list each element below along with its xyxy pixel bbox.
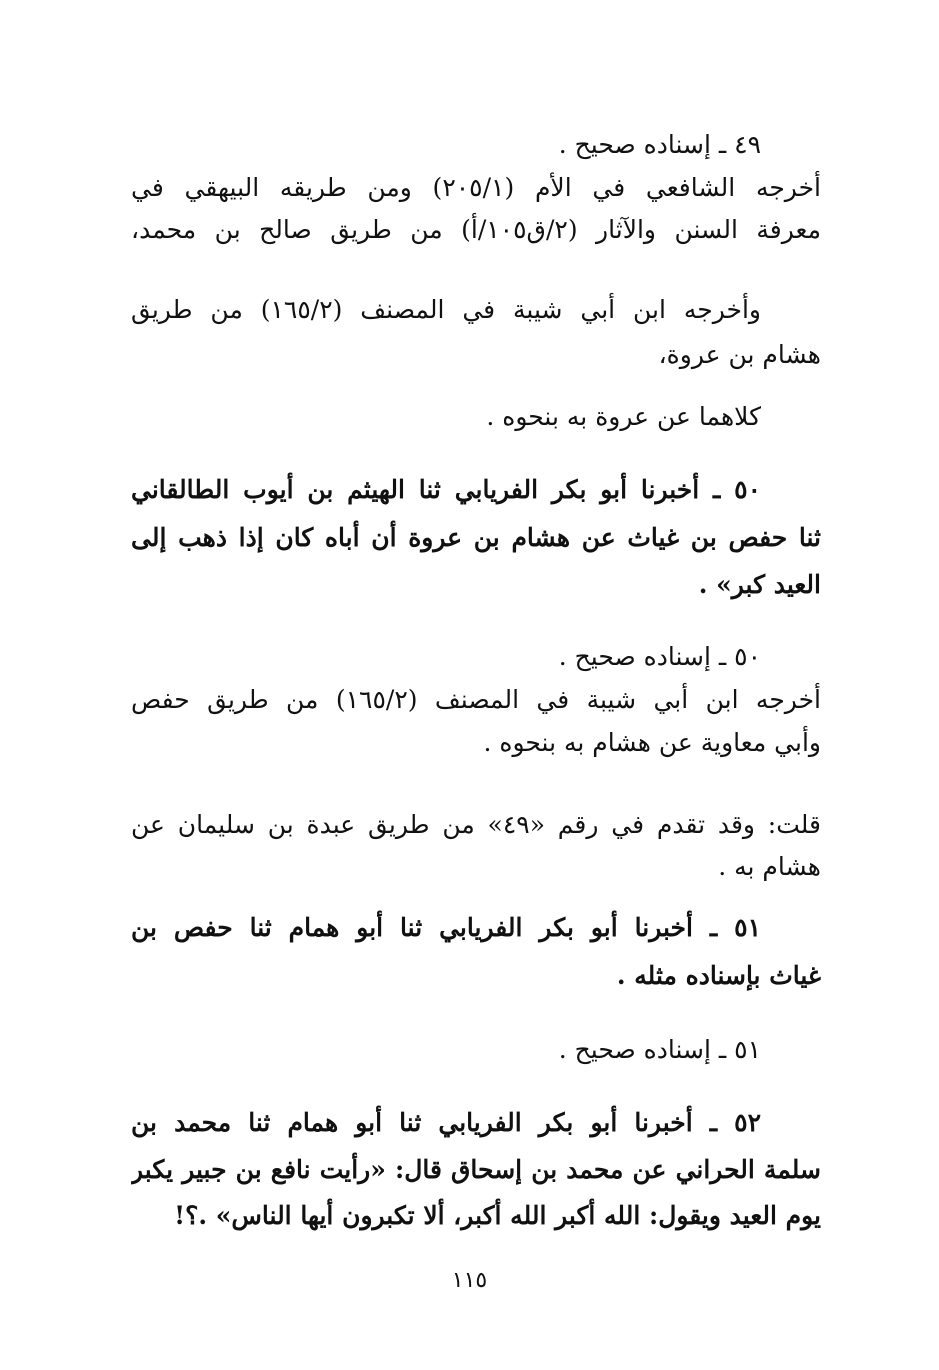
hadith-52-line-3: يوم العيد ويقول: الله أكبر الله أكبر، ألا تكبرون أيها الناس» .؟!: [174, 1201, 821, 1230]
note-49-line-3: وأخرجه ابن أبي شيبة في المصنف (١٦٥/٢) من طريق: [131, 295, 761, 324]
note-50-line-3: قلت: وقد تقدم في رقم «٤٩» من طريق عبدة بن سليمان عن: [131, 810, 821, 839]
note-49-heading: ٤٩ ـ إسناده صحيح .: [558, 130, 761, 159]
note-49-line-4: هشام بن عروة،: [658, 340, 821, 369]
note-50-line-1: أخرجه ابن أبي شيبة في المصنف (١٦٥/٢) من طريق حفص: [131, 685, 821, 714]
page-number: ١١٥: [451, 1268, 488, 1293]
hadith-52-line-1: ٥٢ ـ أخبرنا أبو بكر الفريابي ثنا أبو همام ثنا محمد بن: [131, 1108, 761, 1137]
note-50-line-2: وأبي معاوية عن هشام به بنحوه .: [483, 728, 821, 757]
note-51-heading: ٥١ ـ إسناده صحيح .: [558, 1035, 761, 1064]
hadith-50-line-1: ٥٠ ـ أخبرنا أبو بكر الفريابي ثنا الهيثم بن أيوب الطالقاني: [131, 475, 761, 504]
hadith-52-line-2: سلمة الحراني عن محمد بن إسحاق قال: «رأيت نافع بن جبير يكبر: [131, 1155, 821, 1184]
note-50-heading: ٥٠ ـ إسناده صحيح .: [558, 642, 761, 671]
hadith-51-line-1: ٥١ ـ أخبرنا أبو بكر الفريابي ثنا أبو همام ثنا حفص بن: [131, 913, 761, 942]
hadith-51-line-2: غياث بإسناده مثله .: [616, 961, 821, 990]
note-49-line-1: أخرجه الشافعي في الأم (٢٠٥/١) ومن طريقه البيهقي في: [131, 173, 821, 202]
note-49-line-5: كلاهما عن عروة به بنحوه .: [486, 402, 761, 431]
note-49-line-2: معرفة السنن والآثار (٢/ق١٠٥/أ) من طريق صالح بن محمد،: [131, 215, 821, 244]
note-50-line-4: هشام به .: [718, 852, 821, 881]
hadith-50-line-3: العيد كبر» .: [698, 570, 821, 599]
hadith-50-line-2: ثنا حفص بن غياث عن هشام بن عروة أن أباه كان إذا ذهب إلى: [131, 523, 821, 552]
